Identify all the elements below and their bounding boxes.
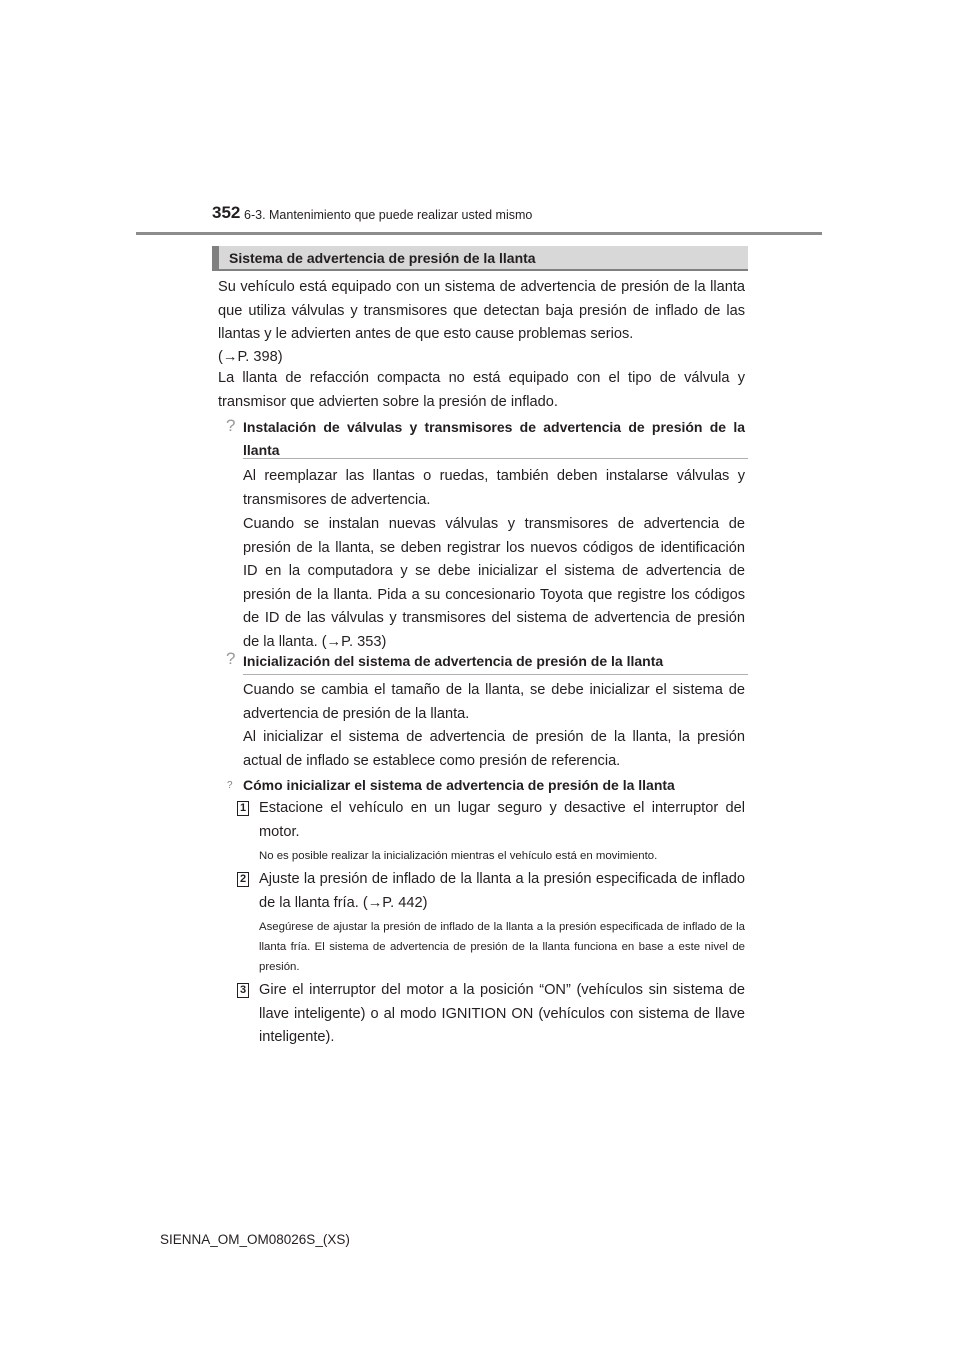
- header-rule: [136, 232, 822, 235]
- question-icon: ?: [226, 649, 236, 668]
- question-icon: ?: [227, 780, 233, 791]
- subsection-rule: [243, 458, 748, 459]
- section-title: Sistema de advertencia de presión de la llanta: [229, 250, 536, 266]
- step-number-badge: 3: [237, 983, 249, 998]
- subsection-heading-valves: Instalación de válvulas y transmisores de advertencia de presión de la llanta: [243, 419, 745, 458]
- step-number-badge: 1: [237, 801, 249, 816]
- subsection-paragraph: Al inicializar el sistema de advertencia de presión de la llanta, la presión actual de inflado se establece como presión de referencia.: [243, 729, 745, 769]
- subsection-paragraph: Cuando se instalan nuevas válvulas y transmisores de advertencia de presión de la llanta, se deben registrar los nuevos códigos de identificación ID en la computadora y se debe inicializar el sistema de advertencia de presión de la llanta. Pida a su concesionario Toyota que registre los códigos de ID de las válvulas y transmisores del sistema de advertencia de presión de la llanta. (→P. 353): [243, 516, 745, 650]
- section-title-box: [212, 246, 748, 271]
- subsection-heading-initialization: Inicialización del sistema de advertencia de presión de la llanta: [243, 653, 664, 669]
- page-number: 352: [212, 203, 241, 222]
- step-1-text: Estacione el vehículo en un lugar seguro y desactive el interruptor del motor.: [259, 800, 745, 840]
- subsection-paragraph: Al reemplazar las llantas o ruedas, también deben instalarse válvulas y transmisores de advertencia.: [243, 468, 745, 508]
- question-icon: ?: [226, 416, 236, 435]
- intro-reference: (→P. 398): [218, 349, 283, 365]
- chapter-title: 6-3. Mantenimiento que puede realizar usted mismo: [244, 208, 533, 222]
- step-number-badge: 2: [237, 872, 249, 887]
- subsection-rule: [243, 674, 748, 675]
- procedure-heading: Cómo inicializar el sistema de advertencia de presión de la llanta: [243, 777, 675, 793]
- intro-paragraph-2: La llanta de refacción compacta no está equipado con el tipo de válvula y transmisor que advierten sobre la presión de inflado.: [218, 370, 745, 410]
- step-3-text: Gire el interruptor del motor a la posición “ON” (vehículos sin sistema de llave inteligente) o al modo IGNITION ON (vehículos con sistema de llave inteligente).: [259, 982, 745, 1045]
- footer-document-code: SIENNA_OM_OM08026S_(XS): [160, 1232, 350, 1247]
- step-2-note: Asegúrese de ajustar la presión de inflado de la llanta a la presión especificada de inflado de la llanta fría. El sistema de advertencia de presión de la llanta funciona en base a este nivel de presión.: [259, 921, 745, 973]
- subsection-paragraph: Cuando se cambia el tamaño de la llanta, se debe inicializar el sistema de advertencia de presión de la llanta.: [243, 682, 745, 722]
- step-2-text: Ajuste la presión de inflado de la llanta a la presión especificada de inflado de la llanta fría. (→P. 442): [259, 871, 745, 911]
- intro-paragraph-1: Su vehículo está equipado con un sistema de advertencia de presión de la llanta que utiliza válvulas y transmisores que detectan baja presión de inflado de las llantas y le advierten antes de que esto cause problemas serios.: [218, 279, 745, 342]
- step-1-note: No es posible realizar la inicialización mientras el vehículo está en movimiento.: [259, 850, 658, 862]
